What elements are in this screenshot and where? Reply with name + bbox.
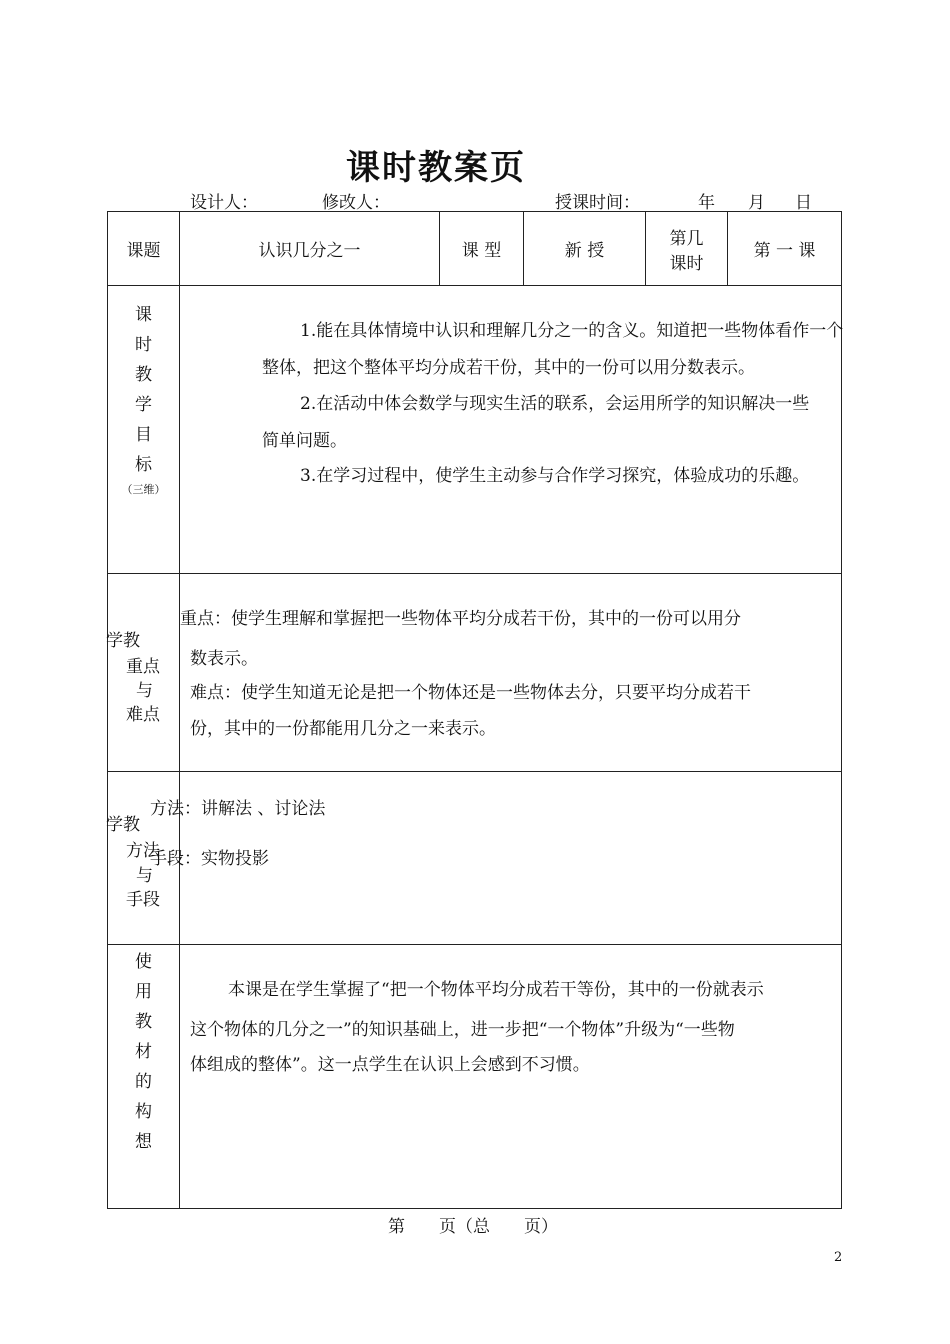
objective-line: 2.在活动中体会数学与现实生活的联系，会运用所学的知识解决一些 bbox=[300, 394, 810, 414]
period-label-line2: 课时 bbox=[669, 253, 704, 274]
method-line: 方法：讲解法 、讨论法 bbox=[150, 799, 326, 819]
lesson-plan-table bbox=[107, 211, 842, 1209]
page-footer: 第 页（总 页） bbox=[388, 1217, 558, 1237]
materials-label-char: 用 bbox=[135, 981, 152, 1002]
page-title: 课时教案页 bbox=[346, 148, 526, 188]
materials-label-char: 材 bbox=[135, 1041, 152, 1062]
objectives-label-char: 时 bbox=[135, 334, 152, 355]
period-value: 第 一 课 bbox=[728, 212, 842, 286]
materials-label-char: 的 bbox=[135, 1071, 152, 1092]
objectives-content bbox=[180, 286, 842, 574]
day-label: 日 bbox=[795, 193, 812, 213]
material-line: 这个物体的几分之一”的知识基础上，进一步把“一个物体”升级为“一些物 bbox=[190, 1020, 735, 1040]
materials-label-char: 构 bbox=[135, 1101, 152, 1122]
materials-label-char: 教 bbox=[135, 1011, 152, 1032]
materials-label-char: 使 bbox=[135, 951, 152, 972]
methods-label-side: 学教 bbox=[106, 815, 140, 835]
type-label: 课 型 bbox=[440, 212, 524, 286]
year-label: 年 bbox=[698, 193, 715, 213]
objectives-label-char: 学 bbox=[135, 394, 152, 415]
methods-row bbox=[108, 772, 842, 945]
methods-content bbox=[150, 772, 842, 945]
methods-label-part: 与 bbox=[136, 866, 153, 886]
month-label: 月 bbox=[748, 193, 765, 213]
objectives-label-char: 课 bbox=[135, 304, 152, 325]
topic-label: 课题 bbox=[108, 212, 180, 286]
objectives-row bbox=[108, 286, 842, 574]
key-point-line: 份，其中的一份都能用几分之一来表示。 bbox=[190, 719, 496, 739]
modifier-label: 修改人： bbox=[322, 193, 390, 213]
type-value: 新 授 bbox=[524, 212, 646, 286]
objective-line: 1.能在具体情境中认识和理解几分之一的含义。知道把一些物体看作一个 bbox=[300, 321, 844, 341]
objectives-label-char: 标 bbox=[135, 454, 152, 475]
objectives-label bbox=[108, 286, 180, 574]
materials-label-char: 想 bbox=[135, 1131, 152, 1152]
objective-line: 整体，把这个整体平均分成若干份，其中的一份可以用分数表示。 bbox=[262, 358, 755, 378]
key-points-label-part: 难点 bbox=[126, 705, 160, 725]
methods-label-part: 手段 bbox=[126, 890, 160, 910]
designer-label: 设计人： bbox=[190, 193, 258, 213]
materials-row bbox=[108, 945, 842, 1209]
topic-value: 认识几分之一 bbox=[180, 212, 440, 286]
key-points-label bbox=[108, 574, 180, 772]
objectives-label-sub: （三维） bbox=[121, 482, 166, 496]
key-point-line: 数表示。 bbox=[190, 649, 258, 669]
objectives-label-char: 教 bbox=[135, 364, 152, 385]
key-point-line: 重点：使学生理解和掌握把一些物体平均分成若干份，其中的一份可以用分 bbox=[180, 609, 741, 629]
objective-line: 简单问题。 bbox=[262, 431, 347, 451]
materials-content bbox=[180, 945, 842, 1209]
material-line: 体组成的整体”。这一点学生在认识上会感到不习惯。 bbox=[190, 1055, 590, 1075]
key-points-content bbox=[180, 574, 842, 772]
key-points-label-part: 重点 bbox=[126, 657, 160, 677]
methods-label-part: 方法 bbox=[126, 841, 160, 861]
method-line: 手段：实物投影 bbox=[150, 849, 269, 869]
key-points-row bbox=[108, 574, 842, 772]
objective-line: 3.在学习过程中，使学生主动参与合作学习探究，体验成功的乐趣。 bbox=[300, 466, 810, 486]
key-points-label-part: 与 bbox=[136, 681, 153, 701]
period-label-line1: 第几 bbox=[669, 228, 704, 249]
objectives-label-char: 目 bbox=[135, 424, 152, 445]
material-line: 本课是在学生掌握了“把一个物体平均分成若干等份，其中的一份就表示 bbox=[228, 980, 764, 1000]
key-point-line: 难点：使学生知道无论是把一个物体还是一些物体去分，只要平均分成若干 bbox=[190, 683, 751, 703]
key-points-label-side: 学教 bbox=[106, 631, 140, 651]
materials-label bbox=[108, 945, 180, 1209]
header-row bbox=[108, 212, 842, 286]
teaching-time-label: 授课时间： bbox=[555, 193, 640, 213]
page-number: 2 bbox=[834, 1250, 843, 1265]
period-label bbox=[646, 212, 728, 286]
